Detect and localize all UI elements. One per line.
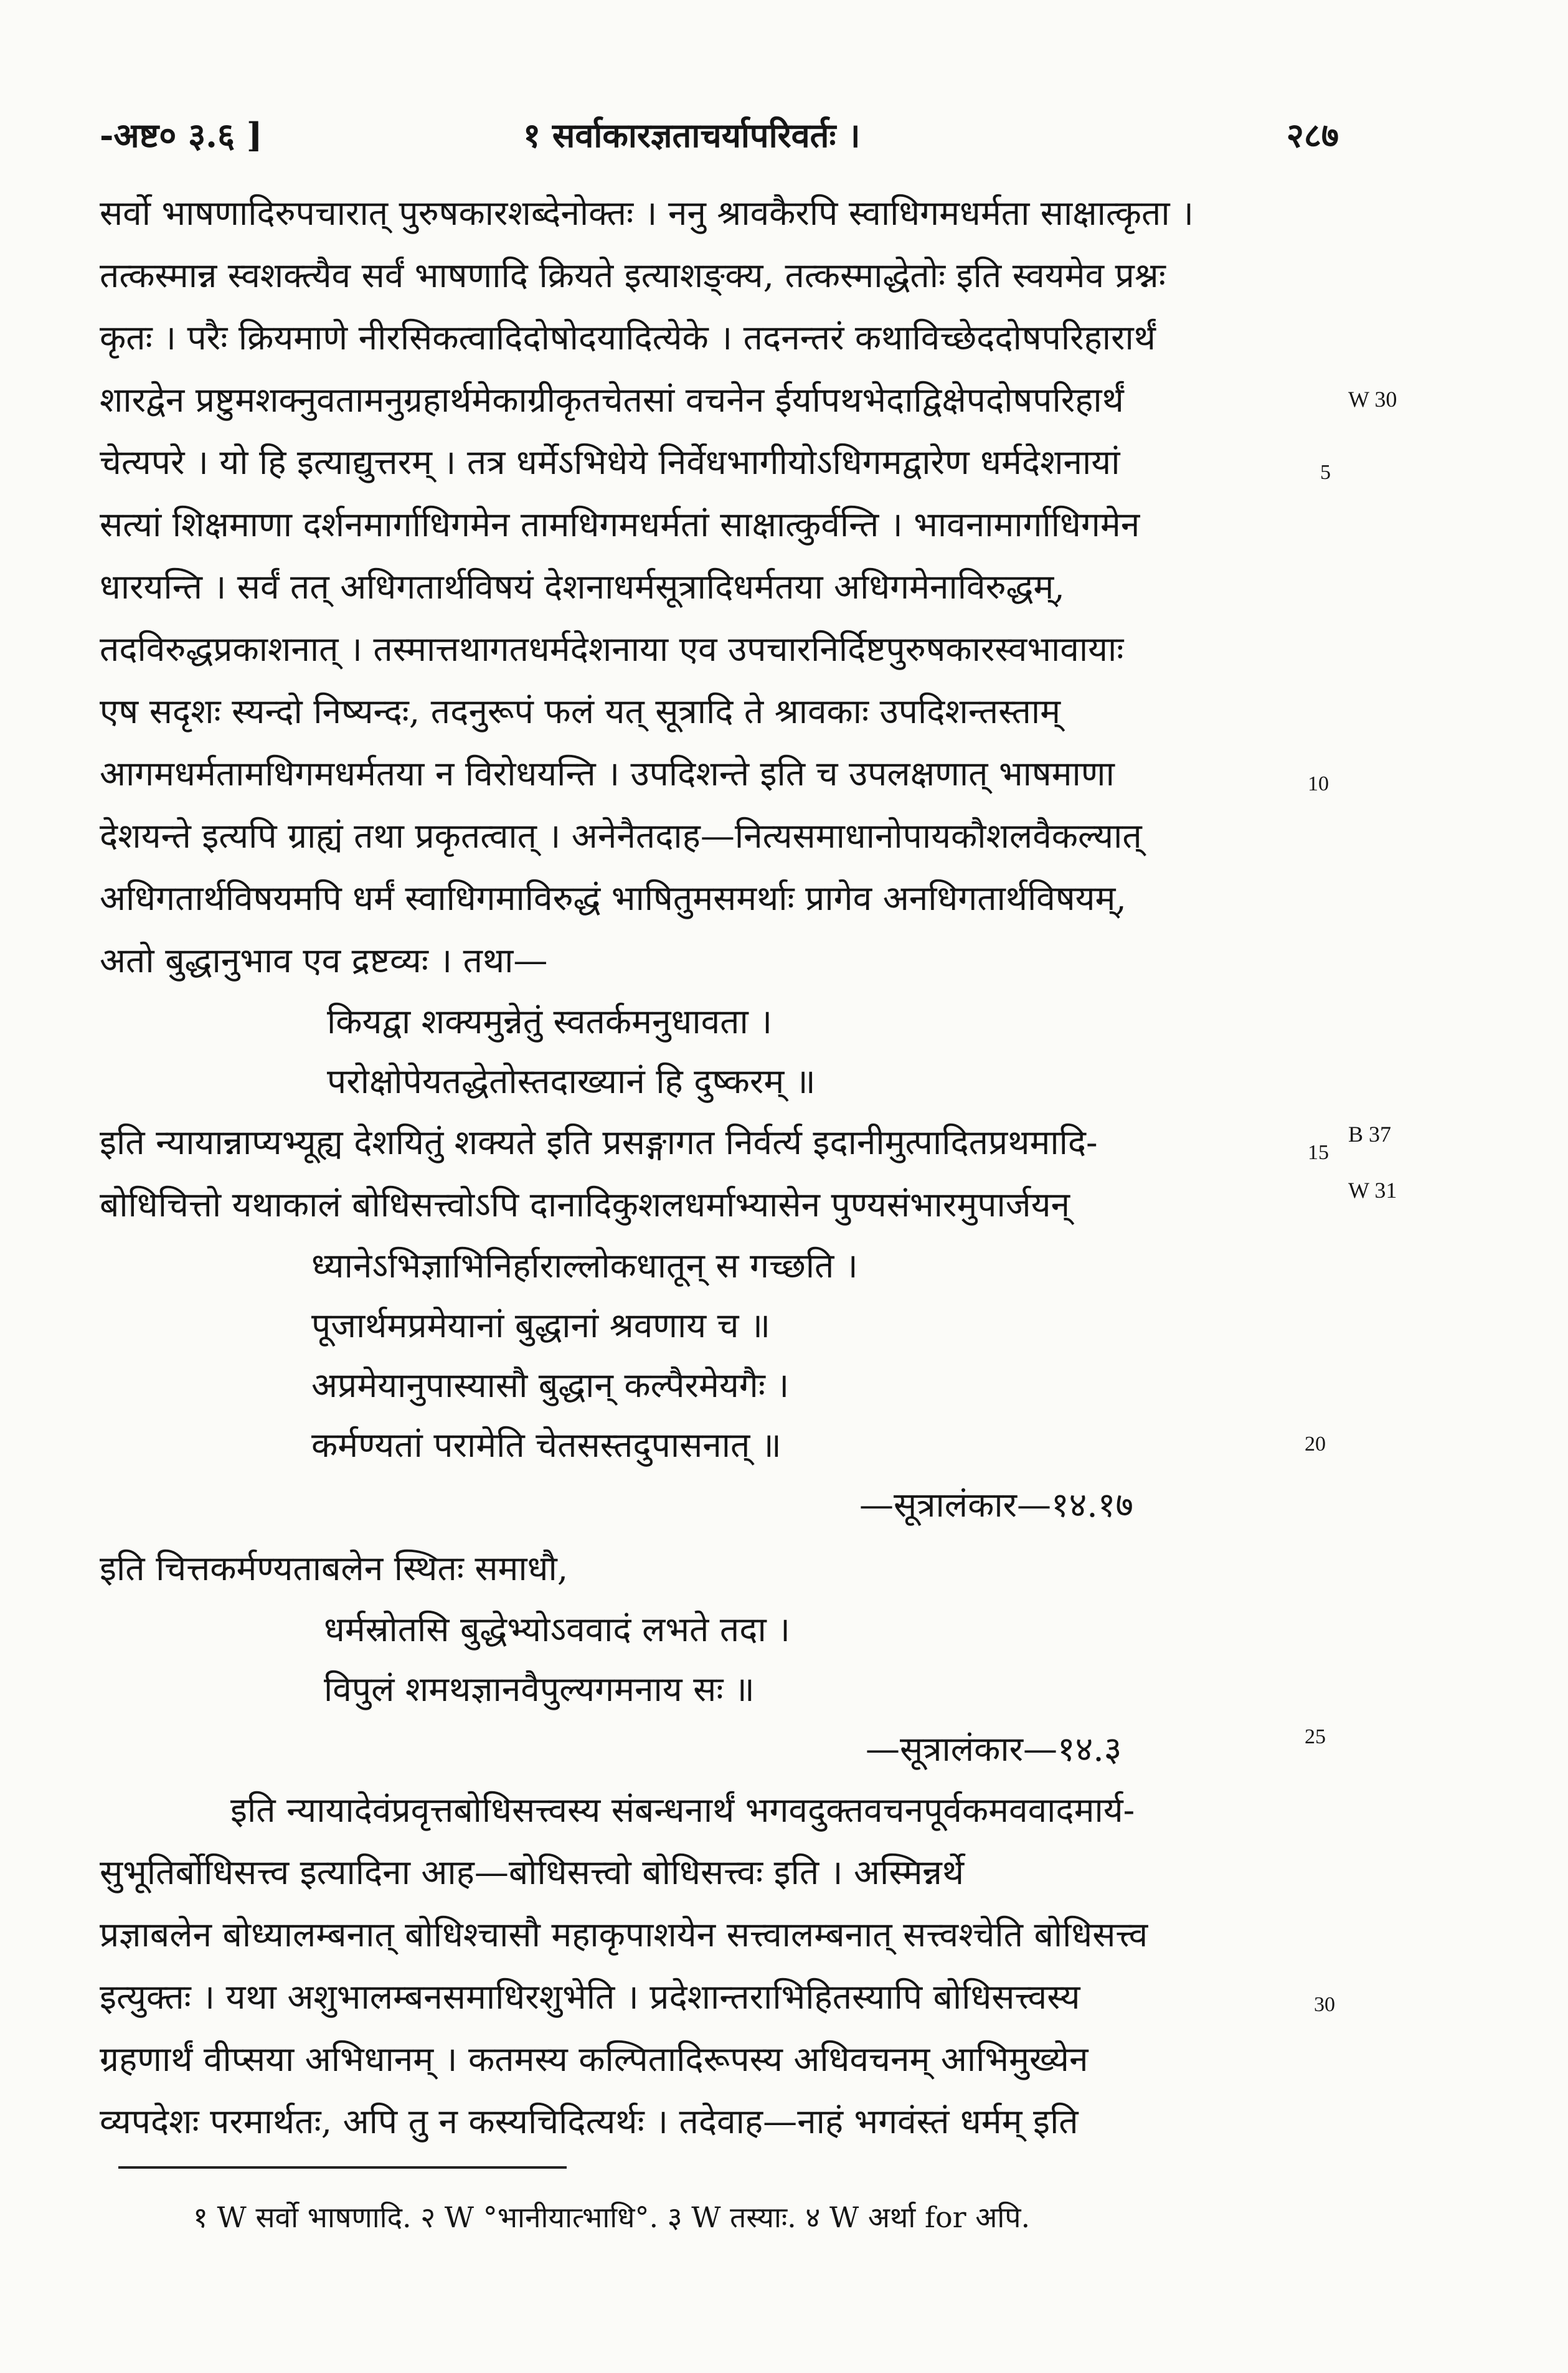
text-line: इत्युक्तः । यथा अशुभालम्बनसमाधिरशुभेति । प्रदेशान्तराभिहितस्यापि बोधिसत्त्वस्य xyxy=(100,1977,1080,2017)
text-line: इति न्यायादेवंप्रवृत्तबोधिसत्त्वस्य संबन्धनार्थं भगवदुक्तवचनपूर्वकमववादमार्य- xyxy=(230,1790,1135,1830)
verse-line: पूजार्थमप्रमेयानां बुद्धानां श्रवणाय च ॥ xyxy=(311,1305,771,1345)
verse-source: —सूत्रालंकार—१४.१७ xyxy=(859,1485,1133,1525)
verse-line: कर्मण्यतां परामेति चेतसस्तदुपासनात् ॥ xyxy=(311,1425,782,1465)
line-number: 15 xyxy=(1308,1141,1329,1164)
text-line: व्यपदेशः परमार्थतः, अपि तु न कस्यचिदित्यर्थः । तदेवाह—नाहं भगवंस्तं धर्मम् इति xyxy=(100,2101,1079,2141)
text-line: तदविरुद्धप्रकाशनात् । तस्मात्तथागतधर्मदेशनाया एव उपचारनिर्दिष्टपुरुषकारस्वभावायाः xyxy=(100,629,1124,669)
text-line: शारद्वेन प्रष्टुमशक्नुवतामनुग्रहार्थमेकाग्रीकृतचेतसां वचनेन ईर्यापथभेदाद्विक्षेपदोषपरिहार्थं xyxy=(100,380,1124,420)
text-line: इति चित्तकर्मण्यताबलेन स्थितः समाधौ, xyxy=(100,1548,569,1588)
text-line: सर्वो भाषणादिरुपचारात् पुरुषकारशब्देनोक्तः । ननु श्रावकैरपि स्वाधिगमधर्मता साक्षात्कृता । xyxy=(100,193,1194,233)
footnotes: १ W सर्वो भाषणादि. २ W °भानीयात्भाधि°. ३ W तस्याः. ४ W अर्था for अपि. xyxy=(193,2200,1031,2234)
margin-reference: W 30 xyxy=(1348,387,1397,412)
page-number: २८७ xyxy=(1286,115,1339,155)
verse-line: कियद्वा शक्यमुन्नेतुं स्वतर्कमनुधावता । xyxy=(327,1002,773,1041)
line-number: 30 xyxy=(1314,1993,1335,2016)
text-line: कृतः । परैः क्रियमाणे नीरसिकत्वादिदोषोदयादित्येके । तदनन्तरं कथाविच्छेददोषपरिहारार्थं xyxy=(100,318,1156,358)
text-line: तत्कस्मान्न स्वशक्त्यैव सर्वं भाषणादि क्रियते इत्याशङ्क्य, तत्कस्माद्धेतोः इति स्वयमेव प्रश्नः xyxy=(100,255,1166,295)
margin-reference: W 31 xyxy=(1348,1178,1397,1203)
line-number: 25 xyxy=(1305,1725,1326,1748)
text-line: देशयन्ते इत्यपि ग्राह्यं तथा प्रकृतत्वात् । अनेनैतदाह—नित्यसमाधानोपायकौशलवैकल्यात् xyxy=(100,816,1142,856)
line-number: 5 xyxy=(1320,461,1331,484)
text-line: अधिगतार्थविषयमपि धर्मं स्वाधिगमाविरुद्धं भाषितुमसमर्थाः प्रागेव अनधिगतार्थविषयम्, xyxy=(100,878,1126,918)
verse-line: अप्रमेयानुपास्यासौ बुद्धान् कल्पैरमेयगैः । xyxy=(311,1365,790,1405)
text-line: ग्रहणार्थं वीप्सया अभिधानम् । कतमस्य कल्पितादिरूपस्य अधिवचनम् आभिमुख्येन xyxy=(100,2039,1089,2079)
footnote-rule xyxy=(118,2166,567,2169)
text-line: सुभूतिर्बोधिसत्त्व इत्यादिना आह—बोधिसत्त्वो बोधिसत्त्वः इति । अस्मिन्नर्थे xyxy=(100,1852,965,1892)
verse-source: —सूत्रालंकार—१४.३ xyxy=(866,1729,1122,1769)
text-line: आगमधर्मतामधिगमधर्मतया न विरोधयन्ति । उपदिशन्ते इति च उपलक्षणात् भाषमाणा xyxy=(100,754,1115,793)
text-line: सत्यां शिक्षमाणा दर्शनमार्गाधिगमेन तामधिगमधर्मतां साक्षात्कुर्वन्ति । भावनामार्गाधिगमेन xyxy=(100,504,1140,544)
text-line: अतो बुद्धानुभाव एव द्रष्टव्यः । तथा— xyxy=(100,940,548,980)
verse-line: ध्यानेऽभिज्ञाभिनिर्हाराल्लोकधातून् स गच्छति । xyxy=(311,1246,858,1286)
text-line: एष सदृशः स्यन्दो निष्यन्दः, तदनुरूपं फलं यत् सूत्रादि ते श्रावकाः उपदिशन्तस्ताम् xyxy=(100,691,1061,731)
verse-line: परोक्षोपेयतद्धेतोस्तदाख्यानं हि दुष्करम् ॥ xyxy=(327,1061,816,1101)
text-line: चेत्यपरे । यो हि इत्याद्युत्तरम् । तत्र धर्मेऽभिधेये निर्वेधभागीयोऽधिगमद्वारेण धर्मदेशनायां xyxy=(100,442,1120,482)
running-head xyxy=(75,111,1339,167)
text-line: इति न्यायान्नाप्यभ्यूह्य देशयितुं शक्यते इति प्रसङ्गागत निर्वर्त्य इदानीमुत्पादितप्रथमादि- xyxy=(100,1122,1098,1162)
section-reference: -अष्ट० ३.६ ] xyxy=(100,115,263,155)
text-line: धारयन्ति । सर्वं तत् अधिगतार्थविषयं देशनाधर्मसूत्रादिधर्मतया अधिगमेनाविरुद्धम्, xyxy=(100,567,1065,607)
text-line: प्रज्ञाबलेन बोध्यालम्बनात् बोधिश्चासौ महाकृपाशयेन सत्त्वालम्बनात् सत्त्वश्चेति बोधिसत्त्व xyxy=(100,1915,1148,1954)
line-number: 10 xyxy=(1308,772,1329,795)
margin-reference: B 37 xyxy=(1348,1122,1392,1147)
verse-line: विपुलं शमथज्ञानवैपुल्यगमनाय सः ॥ xyxy=(324,1669,755,1709)
line-number: 20 xyxy=(1305,1433,1326,1456)
text-line: बोधिचित्तो यथाकालं बोधिसत्त्वोऽपि दानादिकुशलधर्माभ्यासेन पुण्यसंभारमुपार्जयन् xyxy=(100,1185,1070,1224)
verse-line: धर्मस्रोतसि बुद्धेभ्योऽववादं लभते तदा । xyxy=(324,1609,791,1649)
chapter-title: १ सर्वाकारज्ञताचर्यापरिवर्तः । xyxy=(523,115,861,155)
